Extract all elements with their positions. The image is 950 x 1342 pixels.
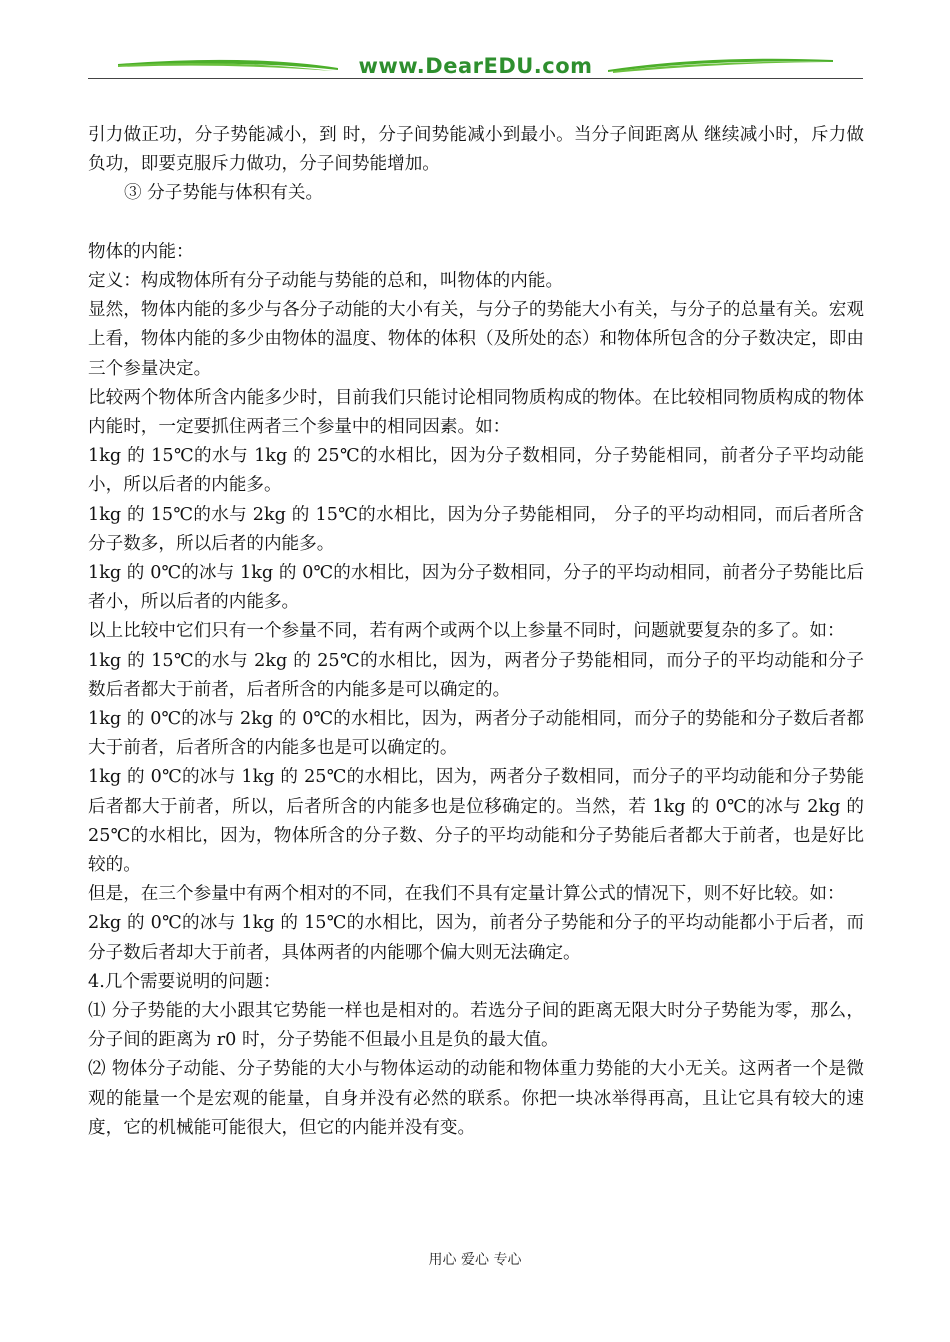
- paragraph: 2kg 的 0℃的冰与 1kg 的 15℃的水相比，因为，前者分子势能和分子的平均动能都小于后者，而分子数后者却大于前者，具体两者的内能哪个偏大则无法确定。: [88, 913, 864, 963]
- section-heading: 4.几个需要说明的问题：: [88, 971, 281, 992]
- paragraph: 1kg 的 15℃的水与 2kg 的 15℃的水相比，因为分子势能相同， 分子的平均动相同，而后者所含分子数多，所以后者的内能多。: [88, 504, 864, 554]
- header-divider: [88, 78, 863, 79]
- paragraph: 1kg 的 0℃的冰与 1kg 的 0℃的水相比，因为分子数相同，分子的平均动相同，前者分子势能比后者小，所以后者的内能多。: [88, 563, 864, 613]
- site-url: www.DearEDU.com: [358, 54, 593, 78]
- paragraph: 但是，在三个参量中有两个相对的不同，在我们不具有定量计算公式的情况下，则不好比较。如：: [88, 884, 845, 905]
- paragraph: 比较两个物体所含内能多少时，目前我们只能讨论相同物质构成的物体。在比较相同物质构成的物体内能时，一定要抓住两者三个参量中的相同因素。如：: [88, 387, 864, 438]
- paragraph: 定义：构成物体所有分子动能与势能的总和，叫物体的内能。: [88, 271, 564, 291]
- paragraph: ③ 分子势能与体积有关。: [124, 183, 324, 204]
- paragraph: 1kg 的 15℃的水与 2kg 的 25℃的水相比，因为，两者分子势能相同，而分子的平均动能和分子数后者都大于前者，后者所含的内能多是可以确定的。: [88, 650, 864, 700]
- paragraph: ⑴ 分子势能的大小跟其它势能一样也是相对的。若选分子间的距离无限大时分子势能为零，那么，分子间的距离为 r0 时，分子势能不但最小且是负的最大值。: [88, 1001, 864, 1051]
- page-footer: 用心 爱心 专心: [428, 1252, 522, 1268]
- paragraph: 1kg 的 0℃的冰与 1kg 的 25℃的水相比，因为，两者分子数相同，而分子的平均动能和分子势能后者都大于前者，所以，后者所含的内能多也是位移确定的。当然，若 1kg 的 0℃的冰与 2kg 的 25℃的水相比，因为，物体所含的分子数、分子的平均动能和分子势能后者都大于前者，也是好比较的。: [88, 767, 864, 876]
- section-heading: 物体的内能：: [88, 241, 194, 262]
- paragraph: 显然，物体内能的多少与各分子动能的大小有关，与分子的势能大小有关，与分子的总量有关。宏观上看，物体内能的多少由物体的温度、物体的体积（及所处的态）和物体所包含的分子数决定，即由三个参量决定。: [88, 300, 864, 379]
- paragraph: 1kg 的 15℃的水与 1kg 的 25℃的水相比，因为分子数相同，分子势能相同，前者分子平均动能小，所以后者的内能多。: [88, 446, 864, 496]
- paragraph: 引力做正功，分子势能减小，到 时，分子间势能减小到最小。当分子间距离从 继续减小时，斥力做负功，即要克服斥力做功，分子间势能增加。: [88, 125, 864, 175]
- paragraph: ⑵ 物体分子动能、分子势能的大小与物体运动的动能和物体重力势能的大小无关。这两者一个是微观的能量一个是宏观的能量，自身并没有必然的联系。你把一块冰举得再高，且让它具有较大的速度，它的机械能可能很大，但它的内能并没有变。: [88, 1059, 864, 1138]
- paragraph: 1kg 的 0℃的冰与 2kg 的 0℃的水相比，因为，两者分子动能相同，而分子的势能和分子数后者都大于前者，后者所含的内能多也是可以确定的。: [88, 709, 864, 759]
- paragraph: 以上比较中它们只有一个参量不同，若有两个或两个以上参量不同时，问题就要复杂的多了。如：: [88, 621, 845, 642]
- page-header: [88, 50, 863, 84]
- document-body: [88, 121, 864, 1143]
- blank-line: [88, 209, 864, 238]
